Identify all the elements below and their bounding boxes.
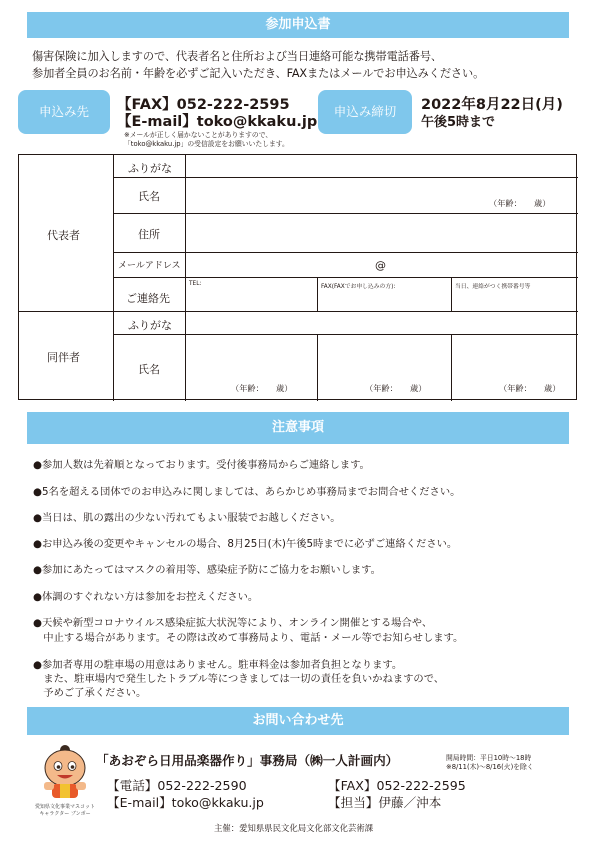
office-name: 「あおぞら日用品楽器作り」事務局（㈱一人計画内） (96, 753, 399, 768)
apply-fax: 【FAX】052-222-2595 (117, 97, 290, 113)
application-form-table (18, 154, 577, 400)
companion-label: 同伴者 (47, 351, 80, 364)
mascot-caption-2: キャラクター ブンボー (39, 810, 91, 817)
notice-title: 注意事項 (271, 420, 324, 435)
notice-item: ●お申込み後の変更やキャンセルの場合、8月25日(木)午後5時までに必ずご連絡ください。 (33, 538, 458, 550)
furigana-label-comp: ふりがな (128, 319, 172, 332)
inquiry-title: お問い合わせ先 (252, 713, 344, 728)
tel-label[interactable]: TEL: (189, 281, 202, 287)
intro-line-2: 参加者全員のお名前・年齢を必ずご記入いただき、FAXまたはメールでお申込みください。 (32, 67, 485, 80)
contact-label: ご連絡先 (126, 292, 170, 305)
apply-email[interactable]: 【E-mail】toko@kkaku.jp (117, 114, 318, 130)
notice-title-band (27, 412, 569, 444)
contact-staff: 【担当】伊藤／沖本 (328, 795, 442, 810)
form-title: 参加申込書 (265, 17, 331, 32)
intro-text (32, 48, 572, 82)
sponsor-text: 主催：愛知県県民文化局文化部文化芸術課 (214, 823, 374, 833)
notice-item: ●当日は、肌の露出の少ない汚れてもよい服装でお越しください。 (33, 512, 341, 524)
name-label-comp: 氏名 (138, 363, 160, 376)
deadline-label: 申込み締切 (318, 90, 412, 134)
deadline-time: 午後5時まで (421, 115, 496, 130)
notice-item-cont: また、駐車場内で発生したトラブル等につきましては一切の責任を負いかねますので、 (33, 673, 445, 685)
notice-item-cont: 中止する場合があります。その際は改めて事務局より、電話・メール等でお知らせします。 (33, 632, 464, 644)
mail-note-2: 「toko@kkaku.jp」の受信設定をお願いいたします。 (124, 140, 289, 148)
form-title-band (27, 12, 569, 38)
mascot-caption-1: 愛知県文化事業マスコット (35, 804, 95, 810)
notice-item-cont: 予めご了承ください。 (33, 687, 147, 699)
notice-item: ●参加者専用の駐車場の用意はありません。駐車料金は参加者負担となります。 (33, 659, 403, 671)
mascot-caption (26, 804, 104, 817)
fax-field-label[interactable]: FAX(FAXでお申し込みの方): (321, 284, 396, 290)
age-field-comp-2[interactable]: （年齢： 歳） (365, 383, 427, 393)
age-field-rep[interactable]: （年齢： 歳） (489, 198, 551, 208)
furigana-label-rep: ふりがな (128, 162, 172, 175)
notice-item: ●5名を超える団体でのお申込みに関しましては、あらかじめ事務局までお問合せください。 (33, 486, 461, 498)
intro-line-1: 傷害保険に加入しますので、代表者名と住所および当日連絡可能な携帯電話番号、 (32, 50, 443, 63)
mobile-field-label[interactable]: 当日、連絡がつく携帯番号等 (455, 284, 531, 290)
notice-item: ●天候や新型コロナウイルス感染症拡大状況等により、オンライン開催とする場合や、 (33, 617, 433, 629)
age-field-comp-3[interactable]: （年齢： 歳） (499, 383, 561, 393)
mascot-image (36, 742, 94, 802)
contact-fax: 【FAX】052-222-2595 (328, 778, 466, 793)
notice-item: ●参加にあたってはマスクの着用等、感染症予防にご協力をお願いします。 (33, 564, 381, 576)
email-label: メールアドレス (118, 261, 181, 271)
mail-note-1: ※メールが正しく届かないことがありますので、 (124, 131, 273, 139)
address-label: 住所 (138, 228, 160, 241)
inquiry-title-band (27, 707, 569, 735)
deadline-date: 2022年8月22日(月) (421, 97, 563, 113)
apply-to-label: 申込み先 (18, 90, 110, 134)
notice-item: ●体調のすぐれない方は参加をお控えください。 (33, 591, 259, 603)
email-at-sign[interactable]: @ (375, 259, 386, 272)
office-hours: 開局時間：平日10時～18時 (446, 754, 532, 762)
contact-email[interactable]: 【E-mail】toko@kkaku.jp (107, 795, 264, 810)
representative-label: 代表者 (47, 229, 80, 242)
office-hours-exception: ※8/11(木)～8/16(火)を除く (446, 763, 534, 771)
contact-phone[interactable]: 【電話】052-222-2590 (107, 778, 247, 793)
name-label-rep: 氏名 (138, 190, 160, 203)
age-field-comp-1[interactable]: （年齢： 歳） (231, 383, 293, 393)
notice-item: ●参加人数は先着順となっております。受付後事務局からご連絡します。 (33, 459, 370, 471)
